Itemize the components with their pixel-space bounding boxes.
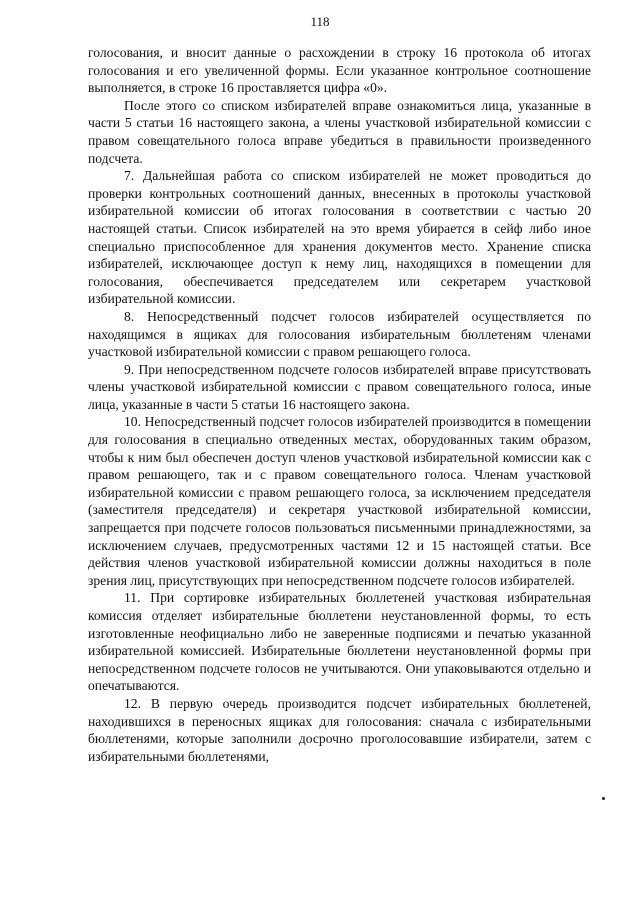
document-body xyxy=(88,44,591,765)
page-number: 118 xyxy=(310,14,330,29)
scan-speck xyxy=(602,797,605,800)
paragraph-review-list: После этого со списком избирателей вправе ознакомиться лица, указанные в части 5 статьи 16 настоящего закона, а члены участковой избирательной комиссии с правом совещательного голоса вправе убедиться в правильности произведенного подсчета. xyxy=(88,97,591,166)
paragraph-8: 8. Непосредственный подсчет голосов избирателей осуществляется по находящимся в ящиках для голосования избирательным бюллетеням членами участковой избирательной комиссии с правом решающего голоса. xyxy=(88,308,591,360)
paragraph-9: 9. При непосредственном подсчете голосов избирателей вправе присутствовать члены участковой избирательной комиссии с правом совещательного голоса, иные лица, указанные в части 5 статьи 16 настоящего закона. xyxy=(88,361,591,412)
paragraph-7: 7. Дальнейшая работа со списком избирателей не может проводиться до проверки контрольных соотношений данных, внесенных в протоколы участковой избирательной комиссии об итогах голосования в соответствии с частью 20 настоящей статьи. Список избирателей на это время убирается в сейф либо иное специально приспособленное для хранения документов место. Хранение списка избирателей, исключающее доступ к нему лиц, находящихся в помещении для голосования, обеспечивается председателем или секретарем участковой избирательной комиссии. xyxy=(88,168,591,307)
paragraph-10: 10. Непосредственный подсчет голосов избирателей производится в помещении для голосования в специально отведенных местах, оборудованных таким образом, чтобы к ним был обеспечен доступ членов участковой избирательной комиссии как с правом решающего, так и с правом совещательного голоса. Членам участковой избирательной комиссии с правом решающего голоса, за исключением председателя (заместителя председателя) и секретаря участковой избирательной комиссии, запрещается при подсчете голосов пользоваться письменными принадлежностями, за исключением случаев, предусмотренных частями 12 и 15 настоящей статьи. Все действия членов участковой избирательной комиссии должны находиться в поле зрения лиц, присутствующих при непосредственном подсчете голосов избирателей. xyxy=(88,414,591,588)
paragraph-12: 12. В первую очередь производится подсчет избирательных бюллетеней, находившихся в переносных ящиках для голосования: сначала с избирательными бюллетенями, которые заполнили досрочно проголосовавшие избиратели, затем с избирательными бюллетенями, xyxy=(88,695,591,764)
paragraph-continuation: голосования, и вносит данные о расхождении в строку 16 протокола об итогах голосования и его увеличенной формы. Если указанное контрольное соотношение выполняется, в строке 16 проставляется цифра «0». xyxy=(88,45,591,96)
paragraph-11: 11. При сортировке избирательных бюллетеней участковая избирательная комиссия отделяет избирательные бюллетени неустановленной формы, то есть изготовленные неофициально либо не заверенные подписями и печатью указанной избирательной комиссией. Избирательные бюллетени неустановленной формы при непосредственном подсчете голосов не учитываются. Они упаковываются отдельно и опечатываются. xyxy=(88,590,591,694)
